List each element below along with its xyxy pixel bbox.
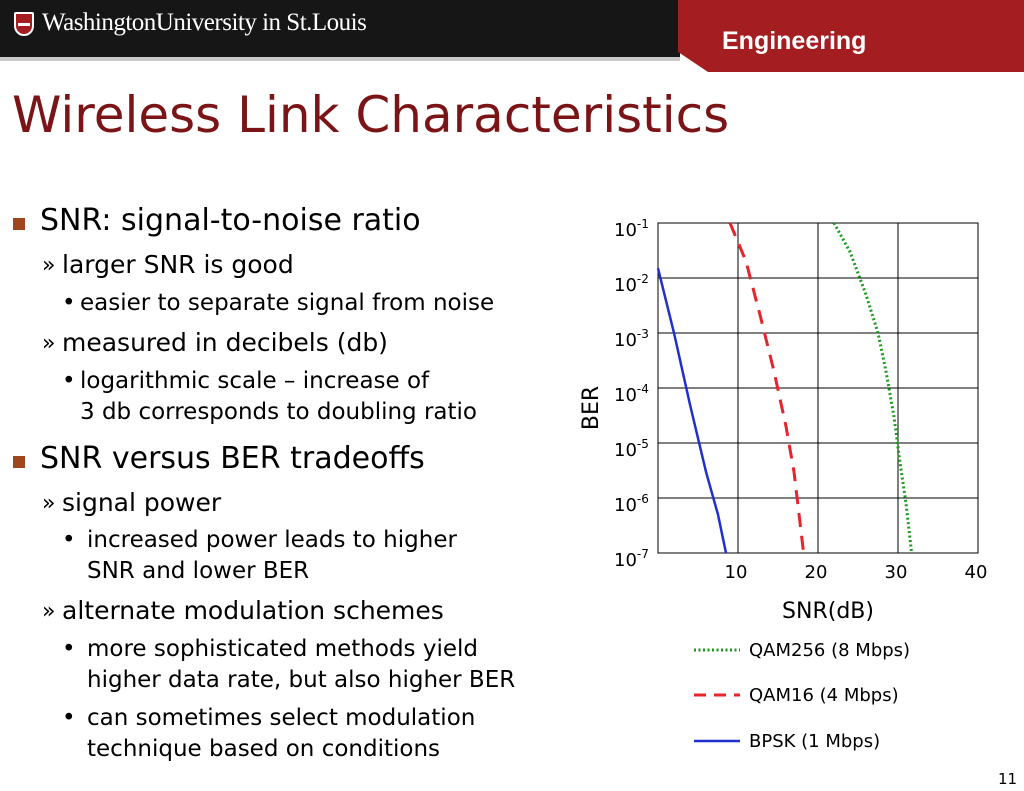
bullet-level2: larger SNR is good (62, 250, 294, 279)
bullet-level3: can sometimes select modulation (87, 705, 476, 731)
bullet-dot-icon: • (62, 527, 76, 553)
bullet-arrow-icon: » (42, 599, 56, 624)
y-tick-label: $10^{-6}$ (614, 492, 649, 516)
university-logo-text: WashingtonUniversity in St.Louis (42, 9, 367, 36)
bullet-square-icon (13, 456, 25, 468)
header-stripe (0, 57, 680, 61)
bullet-level3-cont: technique based on conditions (87, 736, 441, 762)
bullet-level1: SNR: signal-to-noise ratio (40, 203, 421, 238)
bullet-level3-cont: 3 db corresponds to doubling ratio (80, 399, 477, 425)
slide-title: Wireless Link Characteristics (12, 86, 730, 144)
x-tick-label: 40 (964, 562, 988, 583)
legend-label: BPSK (1 Mbps) (749, 731, 881, 752)
y-tick-label: $10^{-3}$ (614, 327, 649, 351)
legend-label: QAM16 (4 Mbps) (749, 685, 899, 706)
page-number: 11 (998, 770, 1018, 788)
bullet-dot-icon: • (62, 290, 76, 316)
bullet-dot-icon: • (62, 705, 76, 731)
bullet-square-icon (13, 218, 25, 230)
legend-label: QAM256 (8 Mbps) (749, 640, 911, 661)
bullet-level3: more sophisticated methods yield (87, 636, 478, 662)
bullet-level3-cont: higher data rate, but also higher BER (87, 667, 516, 693)
bullet-level3: logarithmic scale – increase of (80, 368, 430, 394)
bullet-level2: alternate modulation schemes (62, 596, 444, 625)
series-line (658, 268, 726, 553)
y-tick-label: $10^{-7}$ (614, 547, 649, 571)
bullet-arrow-icon: » (42, 253, 56, 278)
bullet-level2: signal power (62, 488, 222, 517)
bullet-level3: easier to separate signal from noise (80, 290, 495, 316)
ber-vs-snr-chart (560, 205, 1010, 765)
bullet-dot-icon: • (62, 368, 76, 394)
bullet-level1: SNR versus BER tradeoffs (40, 441, 425, 476)
university-shield-icon (14, 12, 34, 36)
bullet-dot-icon: • (62, 636, 76, 662)
x-axis-label: SNR(dB) (782, 599, 874, 624)
bullet-level3-cont: SNR and lower BER (87, 558, 310, 584)
school-name: Engineering (722, 27, 867, 55)
y-tick-label: $10^{-1}$ (614, 217, 649, 241)
y-axis-label: BER (579, 385, 604, 431)
bullet-arrow-icon: » (42, 331, 56, 356)
y-tick-label: $10^{-4}$ (614, 382, 649, 406)
bullet-level3: increased power leads to higher (87, 527, 457, 553)
y-tick-label: $10^{-2}$ (614, 272, 649, 296)
x-tick-label: 20 (804, 562, 828, 583)
y-tick-label: $10^{-5}$ (614, 437, 649, 461)
x-tick-label: 30 (884, 562, 908, 583)
bullet-arrow-icon: » (42, 491, 56, 516)
x-tick-label: 10 (724, 562, 748, 583)
bullet-level2: measured in decibels (db) (62, 328, 388, 357)
